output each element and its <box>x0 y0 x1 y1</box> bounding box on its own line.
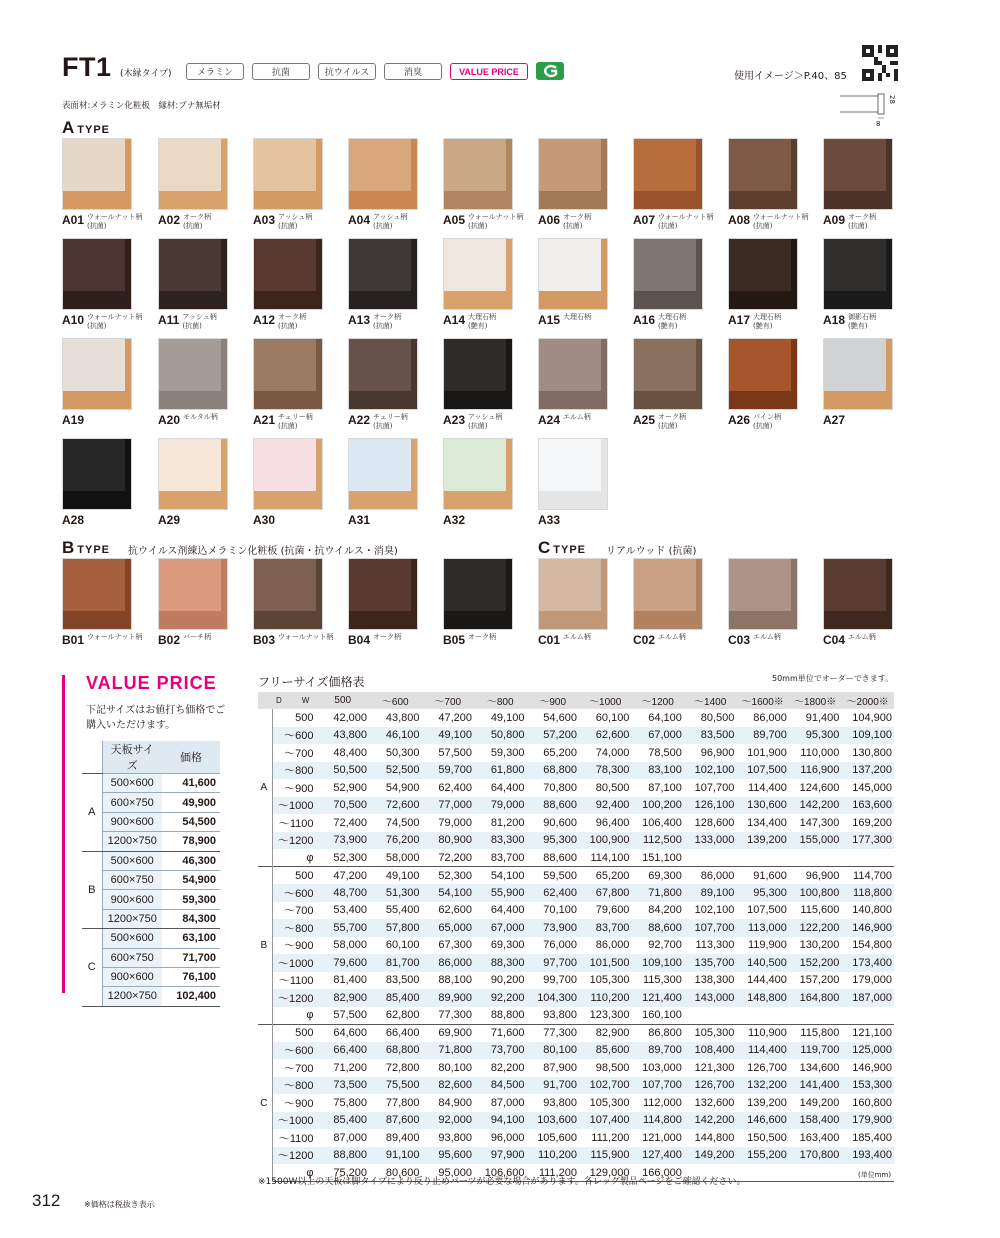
price-row: ～1100 87,000 89,400 93,800 96,000 105,600 111,200 121,000 144,800 150,500 163,400 185,400 <box>278 1131 892 1145</box>
swatch-label-a27: A27 <box>823 413 846 427</box>
swatch-a18 <box>823 238 893 310</box>
page-number: 312 <box>32 1191 61 1210</box>
vp-col-price: 価格 <box>162 741 220 774</box>
swatch-a01 <box>62 138 132 210</box>
swatch-label-a08: A08 ウォールナット柄 (抗菌) <box>728 213 809 230</box>
price-row: ～1100 81,400 83,500 88,100 90,200 99,700 105,300 115,300 138,300 144,400 157,200 179,000 <box>278 974 892 988</box>
qr-code-icon[interactable] <box>862 45 898 81</box>
swatch-a31 <box>348 438 418 510</box>
swatch-label-c02: C02 エルム柄 <box>633 633 686 647</box>
value-price-accent-bar <box>62 675 65 993</box>
swatch-label-a31: A31 <box>348 513 371 527</box>
swatch-b02 <box>158 558 228 630</box>
price-row: B 500 47,200 49,100 52,300 54,100 59,500 65,200 69,300 86,000 91,600 96,900 114,700 <box>258 867 894 885</box>
price-row: ～1200 88,800 91,100 95,600 97,900 110,200 115,900 127,400 149,200 155,200 170,800 193,400 <box>258 1147 894 1165</box>
swatch-a02 <box>158 138 228 210</box>
swatch-label-a25: A25 オーク柄 (抗菌) <box>633 413 687 430</box>
vp-row: B 500×600 46,300 <box>82 851 220 870</box>
swatch-label-b01: B01 ウォールナット柄 <box>62 633 143 647</box>
width-header: ～1800※ <box>789 692 841 709</box>
free-size-footnote: ※1500W以上の天板は脚タイプにより反り止めパーツが必要な場合があります。各レッグ製品ページをご確認ください。 <box>258 1177 746 1187</box>
width-header: ～1000 <box>579 692 631 709</box>
vp-row: 600×750 49,900 <box>82 793 220 812</box>
swatch-b04 <box>348 558 418 630</box>
swatch-label-a07: A07 ウォールナット柄 (抗菌) <box>633 213 714 230</box>
width-header: ～800 <box>474 692 526 709</box>
price-row: ～700 53,400 55,400 62,600 64,400 70,100 79,600 84,200 102,100 107,500 115,600 140,800 <box>284 904 892 918</box>
swatch-label-a26: A26 パイン柄 (抗菌) <box>728 413 782 430</box>
swatch-label-a33: A33 <box>538 513 561 527</box>
swatch-a25 <box>633 338 703 410</box>
swatch-label-a13: A13 オーク柄 (抗菌) <box>348 313 402 330</box>
swatch-label-a30: A30 <box>253 513 276 527</box>
price-row: ～700 48,400 50,300 57,500 59,300 65,200 74,000 78,500 96,900 101,900 110,000 130,800 <box>284 746 892 760</box>
swatch-a28 <box>62 438 132 510</box>
price-row: ～1200 82,900 85,400 89,900 92,200 104,300 110,200 121,400 143,000 148,800 164,800 187,000 <box>258 989 894 1007</box>
vp-row: 1200×750 78,900 <box>82 832 220 851</box>
section-b-subtitle: 抗ウイルス剤練込メラミン化粧板 (抗菌・抗ウイルス・消臭) <box>128 546 398 557</box>
badge-deodorant: 消臭 <box>384 63 442 80</box>
price-row: ～1000 85,400 87,600 92,000 94,100 103,600 107,400 114,800 142,200 146,600 158,400 179,900 <box>258 1112 894 1130</box>
price-row: ～900 52,900 54,900 62,400 64,400 70,800 80,500 87,100 107,700 114,400 124,600 145,000 <box>284 781 892 795</box>
swatch-a21 <box>253 338 323 410</box>
swatch-label-a05: A05 ウォールナット柄 (抗菌) <box>443 213 524 230</box>
price-row: ～1200 73,900 76,200 80,900 83,300 95,300 100,900 112,500 133,000 139,200 155,000 177,300 <box>258 832 894 850</box>
price-row: ～1000 70,500 72,600 77,000 79,000 88,600 92,400 100,200 126,100 130,600 142,200 163,600 <box>258 797 894 815</box>
swatch-a27 <box>823 338 893 410</box>
price-row: ～800 50,500 52,500 59,700 61,800 68,800 78,300 83,100 102,100 107,500 116,900 137,200 <box>258 762 894 780</box>
swatch-label-a29: A29 <box>158 513 181 527</box>
badge-antiviral: 抗ウイルス <box>318 63 376 80</box>
width-header: ～600 <box>369 692 421 709</box>
width-header: 500 <box>317 692 369 709</box>
swatch-label-b03: B03 ウォールナット柄 <box>253 633 334 647</box>
swatch-label-c03: C03 エルム柄 <box>728 633 781 647</box>
swatch-a33 <box>538 438 608 510</box>
swatch-label-a17: A17 大理石柄 (艶有) <box>728 313 782 330</box>
type-note: (木縁タイプ) <box>120 69 172 79</box>
model-title: FT1 <box>62 52 112 82</box>
swatch-a32 <box>443 438 513 510</box>
vp-row: 600×750 71,700 <box>82 948 220 967</box>
usage-reference: 使用イメージ＞P.40、85 <box>734 71 847 82</box>
swatch-c01 <box>538 558 608 630</box>
swatch-a17 <box>728 238 798 310</box>
value-price-title: VALUE PRICE <box>86 673 217 693</box>
vp-row: A 500×600 41,600 <box>82 774 220 793</box>
swatch-a06 <box>538 138 608 210</box>
price-row: ～1100 72,400 74,500 79,000 81,200 90,600 96,400 106,400 128,600 134,400 147,300 169,200 <box>278 816 892 830</box>
swatch-a12 <box>253 238 323 310</box>
swatch-label-c01: C01 エルム柄 <box>538 633 591 647</box>
swatch-b01 <box>62 558 132 630</box>
swatch-b03 <box>253 558 323 630</box>
price-row: φ 52,300 58,000 72,200 83,700 88,600 114,100 151,100 <box>306 851 682 864</box>
swatch-label-b05: B05 オーク柄 <box>443 633 497 647</box>
width-header: ～700 <box>422 692 474 709</box>
width-header: ～900 <box>526 692 578 709</box>
swatch-label-a19: A19 <box>62 413 85 427</box>
vp-row: 1200×750 102,400 <box>82 987 220 1006</box>
swatch-label-a23: A23 アッシュ柄 (抗菌) <box>443 413 503 430</box>
swatch-c04 <box>823 558 893 630</box>
tax-note: ※価格は税抜き表示 <box>84 1200 155 1209</box>
free-size-note: 50mm単位でオーダーできます。 <box>772 674 894 683</box>
swatch-a09 <box>823 138 893 210</box>
swatch-a26 <box>728 338 798 410</box>
swatch-a16 <box>633 238 703 310</box>
swatch-label-a01: A01 ウォールナット柄 (抗菌) <box>62 213 143 230</box>
profile-width: 8 <box>876 120 881 128</box>
price-row: ～600 48,700 51,300 54,100 55,900 62,400 67,800 71,800 89,100 95,300 100,800 118,800 <box>258 884 894 902</box>
swatch-b05 <box>443 558 513 630</box>
swatch-a08 <box>728 138 798 210</box>
swatch-label-a04: A04 アッシュ柄 (抗菌) <box>348 213 408 230</box>
swatch-label-a09: A09 オーク柄 (抗菌) <box>823 213 877 230</box>
swatch-label-a22: A22 チェリー柄 (抗菌) <box>348 413 408 430</box>
swatch-c03 <box>728 558 798 630</box>
swatch-label-a18: A18 御影石柄 (艶有) <box>823 313 877 330</box>
price-row: ～800 73,500 75,500 82,600 84,500 91,700 102,700 107,700 126,700 132,200 141,400 153,300 <box>258 1077 894 1095</box>
swatch-a03 <box>253 138 323 210</box>
price-row: A 500 42,000 43,800 47,200 49,100 54,600 60,100 64,100 80,500 86,000 91,400 104,900 <box>258 709 894 727</box>
badge-melamine: メラミン <box>186 63 244 80</box>
width-header: ～1200 <box>631 692 683 709</box>
swatch-a23 <box>443 338 513 410</box>
swatch-a19 <box>62 338 132 410</box>
swatch-label-a21: A21 チェリー柄 (抗菌) <box>253 413 313 430</box>
unit-note: (単位mm) <box>858 1171 892 1179</box>
swatch-a22 <box>348 338 418 410</box>
width-header: ～2000※ <box>841 692 894 709</box>
swatch-label-a32: A32 <box>443 513 466 527</box>
swatch-a13 <box>348 238 418 310</box>
badge-antibacterial: 抗菌 <box>252 63 310 80</box>
swatch-a07 <box>633 138 703 210</box>
swatch-a10 <box>62 238 132 310</box>
badge-value-price: VALUE PRICE <box>450 63 528 80</box>
vp-row: 900×600 76,100 <box>82 967 220 986</box>
width-header: ～1400 <box>684 692 736 709</box>
free-size-price-table <box>258 692 894 1182</box>
swatch-label-a15: A15 大理石柄 <box>538 313 592 327</box>
price-row: ～600 43,800 46,100 49,100 50,800 57,200 62,600 67,000 83,500 89,700 95,300 109,100 <box>258 727 894 745</box>
vp-row: 900×600 59,300 <box>82 890 220 909</box>
section-c-subtitle: リアルウッド (抗菌) <box>606 546 697 557</box>
swatch-label-a12: A12 オーク柄 (抗菌) <box>253 313 307 330</box>
vp-row: 600×750 54,900 <box>82 870 220 889</box>
profile-height: 28 <box>888 95 896 104</box>
vp-row: 900×600 54,500 <box>82 812 220 831</box>
vp-row: 1200×750 84,300 <box>82 909 220 928</box>
swatch-label-a16: A16 大理石柄 (艶有) <box>633 313 687 330</box>
swatch-a05 <box>443 138 513 210</box>
price-row: C 500 64,600 66,400 69,900 71,600 77,300 82,900 86,800 105,300 110,900 115,800 121,100 <box>258 1024 894 1042</box>
price-row: ～900 75,800 77,800 84,900 87,000 93,800 105,300 112,000 132,600 139,200 149,200 160,800 <box>284 1096 892 1110</box>
swatch-a15 <box>538 238 608 310</box>
swatch-label-a06: A06 オーク柄 (抗菌) <box>538 213 592 230</box>
corner-label: D W <box>258 692 317 709</box>
value-price-table <box>82 741 220 1007</box>
price-row: ～1000 79,600 81,700 86,000 88,300 97,700 101,500 109,100 135,700 140,500 152,200 173,400 <box>258 954 894 972</box>
price-row: ～700 71,200 72,800 80,100 82,200 87,900 98,500 103,000 121,300 126,700 134,600 146,900 <box>284 1061 892 1075</box>
price-row: φ 75,200 80,600 95,000 106,600 111,200 129,000 166,000 <box>258 1164 894 1182</box>
price-row: ～800 55,700 57,800 65,000 67,000 73,900 83,700 88,600 107,700 113,000 122,200 146,900 <box>258 919 894 937</box>
swatch-label-a14: A14 大理石柄 (艶有) <box>443 313 497 330</box>
swatch-label-b02: B02 バーチ柄 <box>158 633 212 647</box>
swatch-label-a28: A28 <box>62 513 85 527</box>
width-header: ～1600※ <box>736 692 788 709</box>
swatch-label-b04: B04 オーク柄 <box>348 633 402 647</box>
swatch-label-a20: A20 モルタル柄 <box>158 413 218 427</box>
swatch-c02 <box>633 558 703 630</box>
swatch-label-a11: A11 アッシュ柄 (抗菌) <box>158 313 217 330</box>
vp-row: C 500×600 63,100 <box>82 929 220 948</box>
swatch-label-a03: A03 アッシュ柄 (抗菌) <box>253 213 313 230</box>
vp-col-size: 天板サイズ <box>102 741 162 774</box>
green-mark-icon <box>536 62 564 80</box>
price-row: φ 57,500 62,800 77,300 88,800 93,800 123,300 160,100 <box>306 1009 682 1021</box>
free-size-title: フリーサイズ価格表 <box>258 675 365 689</box>
price-row: ～600 66,400 68,800 71,800 73,700 80,100 85,600 89,700 108,400 114,400 119,700 125,000 <box>258 1042 894 1060</box>
value-price-note: 下記サイズはお値打ち価格でご購入いただけます。 <box>86 705 226 731</box>
swatch-label-a02: A02 オーク柄 (抗菌) <box>158 213 212 230</box>
swatch-label-c04: C04 エルム柄 <box>823 633 876 647</box>
swatch-a14 <box>443 238 513 310</box>
swatch-label-a24: A24 エルム柄 <box>538 413 591 427</box>
swatch-label-a10: A10 ウォールナット柄 (抗菌) <box>62 313 143 330</box>
section-b-title: BTYPE <box>62 538 111 557</box>
swatch-a04 <box>348 138 418 210</box>
material-note: 表面材:メラミン化粧板 縁材:ブナ無垢材 <box>62 101 221 111</box>
swatch-a11 <box>158 238 228 310</box>
swatch-a20 <box>158 338 228 410</box>
swatch-a29 <box>158 438 228 510</box>
swatch-a24 <box>538 338 608 410</box>
section-c-title: CTYPE <box>538 538 587 557</box>
price-row: ～900 58,000 60,100 67,300 69,300 76,000 86,000 92,700 113,300 119,900 130,200 154,800 <box>284 939 892 953</box>
section-a-title: ATYPE <box>62 118 111 137</box>
swatch-a30 <box>253 438 323 510</box>
